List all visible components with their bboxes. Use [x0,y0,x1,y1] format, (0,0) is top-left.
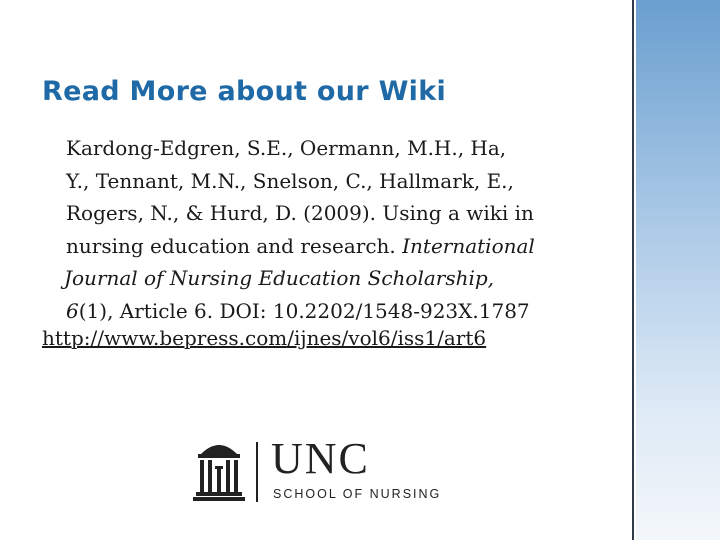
citation-line-4 [66,230,616,263]
volume-number: 6 [66,298,79,323]
citation-text [66,132,616,327]
citation-line-1: Kardong-Edgren, S.E., Oermann, M.H., Ha, [66,136,507,160]
journal-name-part-2: Journal of Nursing Education Scholarship, [64,266,495,290]
citation-line-2: Y., Tennant, M.N., Snelson, C., Hallmark, E., [66,168,514,193]
citation-issue-doi: (1), Article 6. DOI: 10.2202/1548-923X.1787 [78,298,530,323]
unc-nursing-logo [193,434,453,504]
side-highlight-line [635,0,636,540]
old-well-icon [193,440,245,504]
side-gradient-bar [635,0,720,540]
slide-title: Read More about our Wiki [42,76,447,107]
citation-line-3: Rogers, N., & Hurd, D. (2009). Using a wiki in [66,201,534,225]
journal-name-part-1: International [402,233,535,258]
logo-unc-text: UNC [271,434,370,483]
article-link[interactable]: http://www.bepress.com/ijnes/vol6/iss1/art6 [42,326,487,350]
logo-divider [256,442,258,502]
side-divider-line [632,0,634,540]
citation-line-4-plain: nursing education and research. [66,233,403,258]
logo-school-text: SCHOOL OF NURSING [273,487,442,501]
citation-line-6 [66,295,616,328]
